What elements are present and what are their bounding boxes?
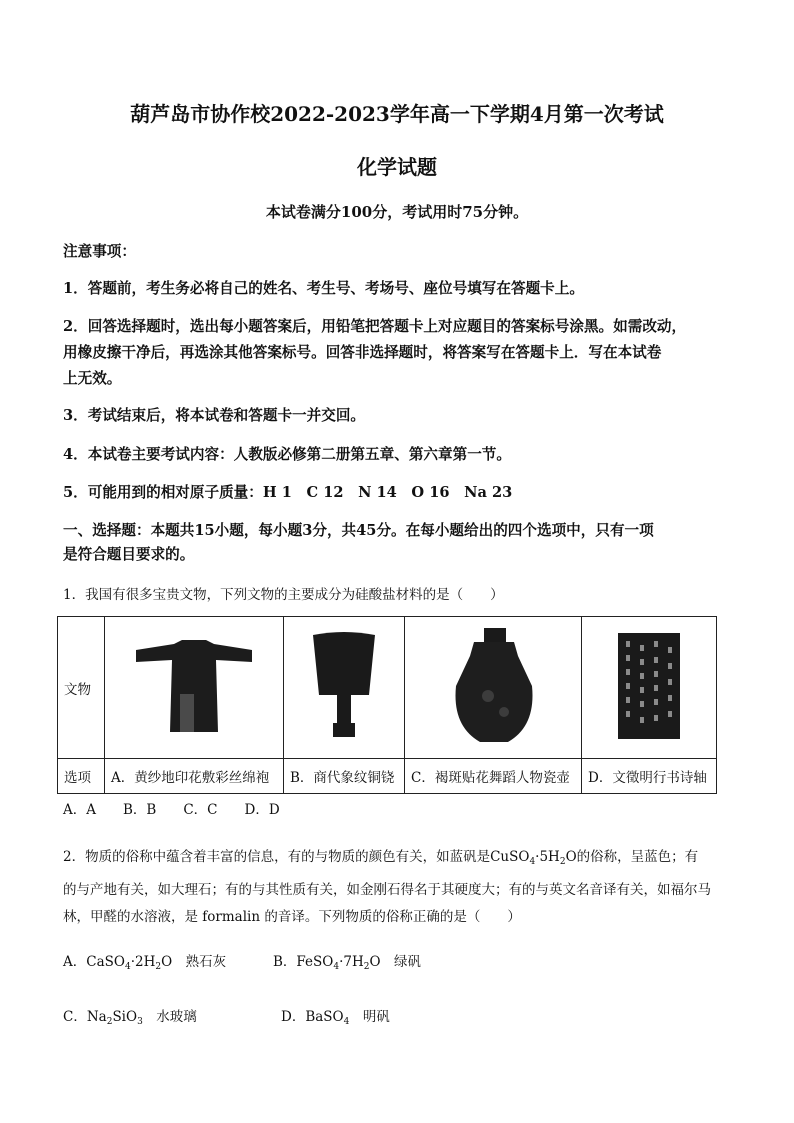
section-1-heading-line-2: 是符合题目要求的。 <box>63 546 195 563</box>
q2-opt-b-label: B．FeSO <box>273 954 334 970</box>
q2-text-a: 2．物质的俗称中蕴含着丰富的信息，有的与物质的颜色有关，如蓝矾是CuSO <box>63 849 530 865</box>
q2-opt-c-mid: SiO <box>112 1009 138 1025</box>
q2-opt-a-tail: O 熟石灰 <box>161 954 227 970</box>
q2-option-b <box>273 950 421 972</box>
artifact-image-b <box>284 617 405 759</box>
q2-opt-b-mid: ·7H <box>339 954 364 970</box>
artifact-table <box>57 616 717 794</box>
q2-text-e: O的俗称，呈蓝色；有 <box>565 849 699 865</box>
question-2-line-1 <box>63 845 698 867</box>
q2-opt-a-label: A．CaSO <box>63 954 125 970</box>
section-1-heading-line-1: 一、选择题：本题共15小题，每小题3分，共45分。在每小题给出的四个选项中，只有一项 <box>63 522 654 539</box>
q2-opt-d-sub1: 4 <box>343 1017 350 1027</box>
bronze-bell-icon <box>309 631 379 741</box>
q2-sub-2: 2 <box>559 857 566 867</box>
artifact-image-d <box>582 617 717 759</box>
q2-option-c <box>63 1005 197 1027</box>
option-b-cell: B．商代象纹铜铙 <box>284 759 405 794</box>
score-time-line: 本试卷满分100分，考试用时75分钟。 <box>265 203 529 221</box>
exam-title: 葫芦岛市协作校2022-2023学年高一下学期4月第一次考试 <box>130 102 664 126</box>
question-2-line-2: 的与产地有关，如大理石；有的与其性质有关，如金刚石得名于其硬度大；有的与英文名音译有关，如福尔马 <box>63 882 711 898</box>
option-a-cell: A．黄纱地印花敷彩丝绵袍 <box>105 759 284 794</box>
q2-opt-a-mid: ·2H <box>130 954 156 970</box>
note-4: 4．本试卷主要考试内容：人教版必修第二册第五章、第六章第一节。 <box>63 446 511 463</box>
note-3: 3．考试结束后，将本试卷和答题卡一并交回。 <box>63 407 366 424</box>
q2-opt-b-sub2: 2 <box>363 962 370 972</box>
artifact-image-a <box>105 617 284 759</box>
q2-opt-b-tail: O 绿矾 <box>369 954 422 970</box>
option-d-cell: D．文徵明行书诗轴 <box>582 759 717 794</box>
q2-opt-c-tail: 水玻璃 <box>142 1009 197 1025</box>
q2-opt-a-sub2: 2 <box>155 962 162 972</box>
q2-opt-c-sub1: 2 <box>106 1017 113 1027</box>
q2-opt-c-sub2: 3 <box>137 1017 143 1027</box>
q2-text-c: ·5H <box>535 849 560 865</box>
q2-option-d <box>281 1005 390 1027</box>
note-2-line-3: 上无效。 <box>63 370 122 387</box>
option-c-cell: C．褐斑贴花舞蹈人物瓷壶 <box>405 759 582 794</box>
robe-icon <box>134 636 254 736</box>
q2-opt-b-sub1: 4 <box>333 962 340 972</box>
note-5: 5．可能用到的相对原子质量：H 1 C 12 N 14 O 16 Na 23 <box>63 484 513 501</box>
q2-opt-d-tail: 明矾 <box>349 1009 390 1025</box>
q2-opt-c-label: C．Na <box>63 1009 107 1025</box>
question-2-line-3: 林，甲醛的水溶液，是 formalin 的音译。下列物质的俗称正确的是（ ） <box>63 909 521 925</box>
question-1-stem: 1．我国有很多宝贵文物，下列文物的主要成分为硅酸盐材料的是（ ） <box>63 587 504 603</box>
calligraphy-scroll-icon <box>614 631 684 741</box>
artifact-image-c <box>405 617 582 759</box>
note-2-line-1: 2．回答选择题时，选出每小题答案后，用铅笔把答题卡上对应题目的答案标号涂黑。如需改动， <box>63 318 687 335</box>
note-1: 1．答题前，考生务必将自己的姓名、考生号、考场号、座位号填写在答题卡上。 <box>63 280 584 297</box>
q2-option-a <box>63 950 226 972</box>
row-label-artifact: 文物 <box>58 617 105 759</box>
notes-heading: 注意事项： <box>63 243 136 260</box>
q2-opt-d-label: D．BaSO <box>281 1009 344 1025</box>
subject-title: 化学试题 <box>357 155 437 179</box>
porcelain-pot-icon <box>448 626 538 746</box>
question-1-answers: A．A B．B C．C D．D <box>63 802 280 818</box>
note-2-line-2: 用橡皮擦干净后，再选涂其他答案标号。回答非选择题时，将答案写在答题卡上．写在本试卷 <box>63 344 662 361</box>
q2-opt-a-sub1: 4 <box>124 962 131 972</box>
row-label-option: 选项 <box>58 759 105 794</box>
q2-sub-4: 4 <box>529 857 536 867</box>
